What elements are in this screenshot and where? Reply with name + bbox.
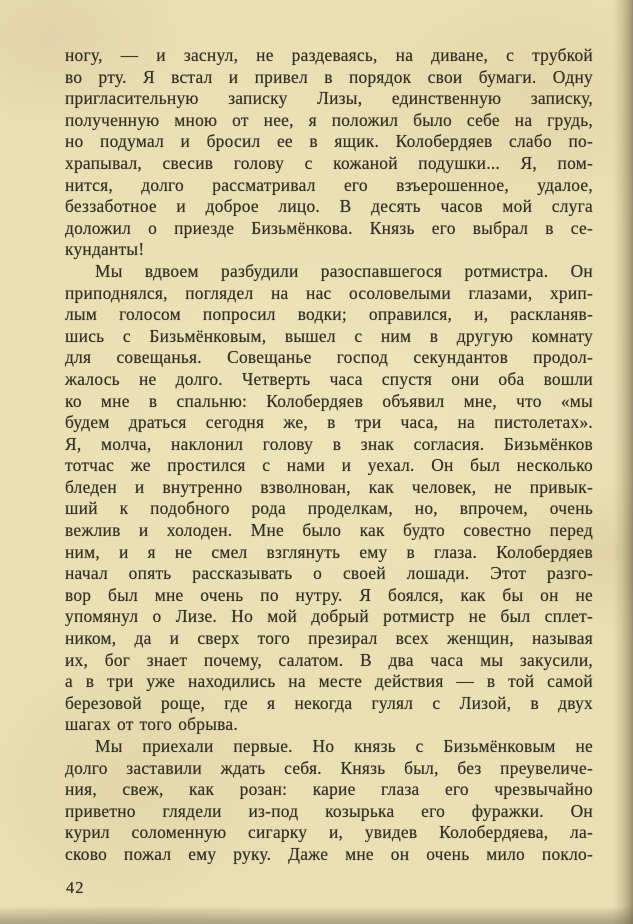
text-line: вор был мне очень по нутру. Я боялся, как бы он не (65, 584, 593, 605)
text-line: приподнялся, поглядел на нас осоловелыми глазами, хрип- (65, 282, 593, 303)
text-line: начал опять рассказывать о своей лошади. Этот разго- (65, 563, 593, 584)
text-line: долго заставили ждать себя. Князь был, без преувеличе- (65, 757, 593, 778)
text-line: шись с Бизьмёнковым, вышел с ним в другую комнату (65, 325, 593, 346)
text-line: беззаботное и доброе лицо. В десять часов мой слуга (65, 196, 593, 217)
text-line: ним, и я не смел взглянуть ему в глаза. Колобердяев (65, 541, 593, 562)
text-line: вежлив и холоден. Мне было как будто совестно перед (65, 520, 593, 541)
text-line: ко мне в спальню: Колобердяев объявил мне, что «мы (65, 390, 593, 411)
text-line: сково пожал ему руку. Даже мне он очень мило покло- (65, 843, 593, 864)
text-line: нится, долго рассматривал его взъерошенное, удалое, (65, 174, 593, 195)
text-line: но подумал и бросил ее в ящик. Колобердяев слабо по- (65, 131, 593, 152)
text-line: а в три уже находились на месте действия — в той самой (65, 671, 593, 692)
text-line: жалось не долго. Четверть часа спустя они оба вошли (65, 368, 593, 389)
text-line: пригласительную записку Лизы, единственную записку, (65, 88, 593, 109)
text-line: полученную мною от нее, я положил было себе на грудь, (65, 109, 593, 130)
text-line: ния, свеж, как розан: карие глаза его чрезвычайно (65, 779, 593, 800)
text-line: лым голосом попросил водки; оправился, и, раскланяв- (65, 304, 593, 325)
text-line: кунданты! (65, 239, 145, 260)
text-line: Мы приехали первые. Но князь с Бизьмёнковым не (95, 736, 593, 756)
text-line: бледен и внутренно взволнован, как человек, не привык- (65, 476, 593, 497)
text-line: Мы вдвоем разбудили разоспавшегося ротмистра. Он (95, 260, 593, 281)
text-line: Я, молча, наклонил голову в знак согласия. Бизьмёнков (65, 433, 593, 454)
page-number: 42 (66, 878, 85, 897)
text-line: доложил о приезде Бизьмёнкова. Князь его выбрал в се- (65, 217, 593, 238)
text-line: ший к подобного рода проделкам, но, впрочем, очень (65, 498, 593, 519)
text-block (65, 45, 593, 866)
text-line: ником, да и сверх того презирал всех женщин, называя (65, 628, 593, 649)
text-line: во рту. Я встал и привел в порядок свои бумаги. Одну (65, 66, 593, 87)
text-line: их, бог знает почему, салатом. В два часа мы закусили, (65, 649, 593, 670)
text-line: шагах от того обрыва. (65, 714, 238, 735)
text-line: березовой роще, где я некогда гулял с Лизой, в двух (65, 692, 593, 713)
text-line: будем драться сегодня же, в три часа, на пистолетах». (65, 412, 593, 433)
text-line: храпывал, свесив голову с кожаной подушки... Я, пом- (65, 152, 593, 173)
text-line: курил соломенную сигарку и, увидев Колобердяева, ла- (65, 822, 593, 843)
text-line: упомянул о Лизе. Но мой добрый ротмистр не был сплет- (65, 606, 593, 627)
text-line: приветно глядели из-под козырька его фуражки. Он (65, 800, 593, 821)
text-line: для совещанья. Совещанье господ секундантов продол- (65, 347, 593, 368)
text-line: ногу, — и заснул, не раздеваясь, на диване, с трубкой (65, 45, 593, 65)
text-line: тотчас же простился с нами и уехал. Он был несколько (65, 455, 593, 476)
